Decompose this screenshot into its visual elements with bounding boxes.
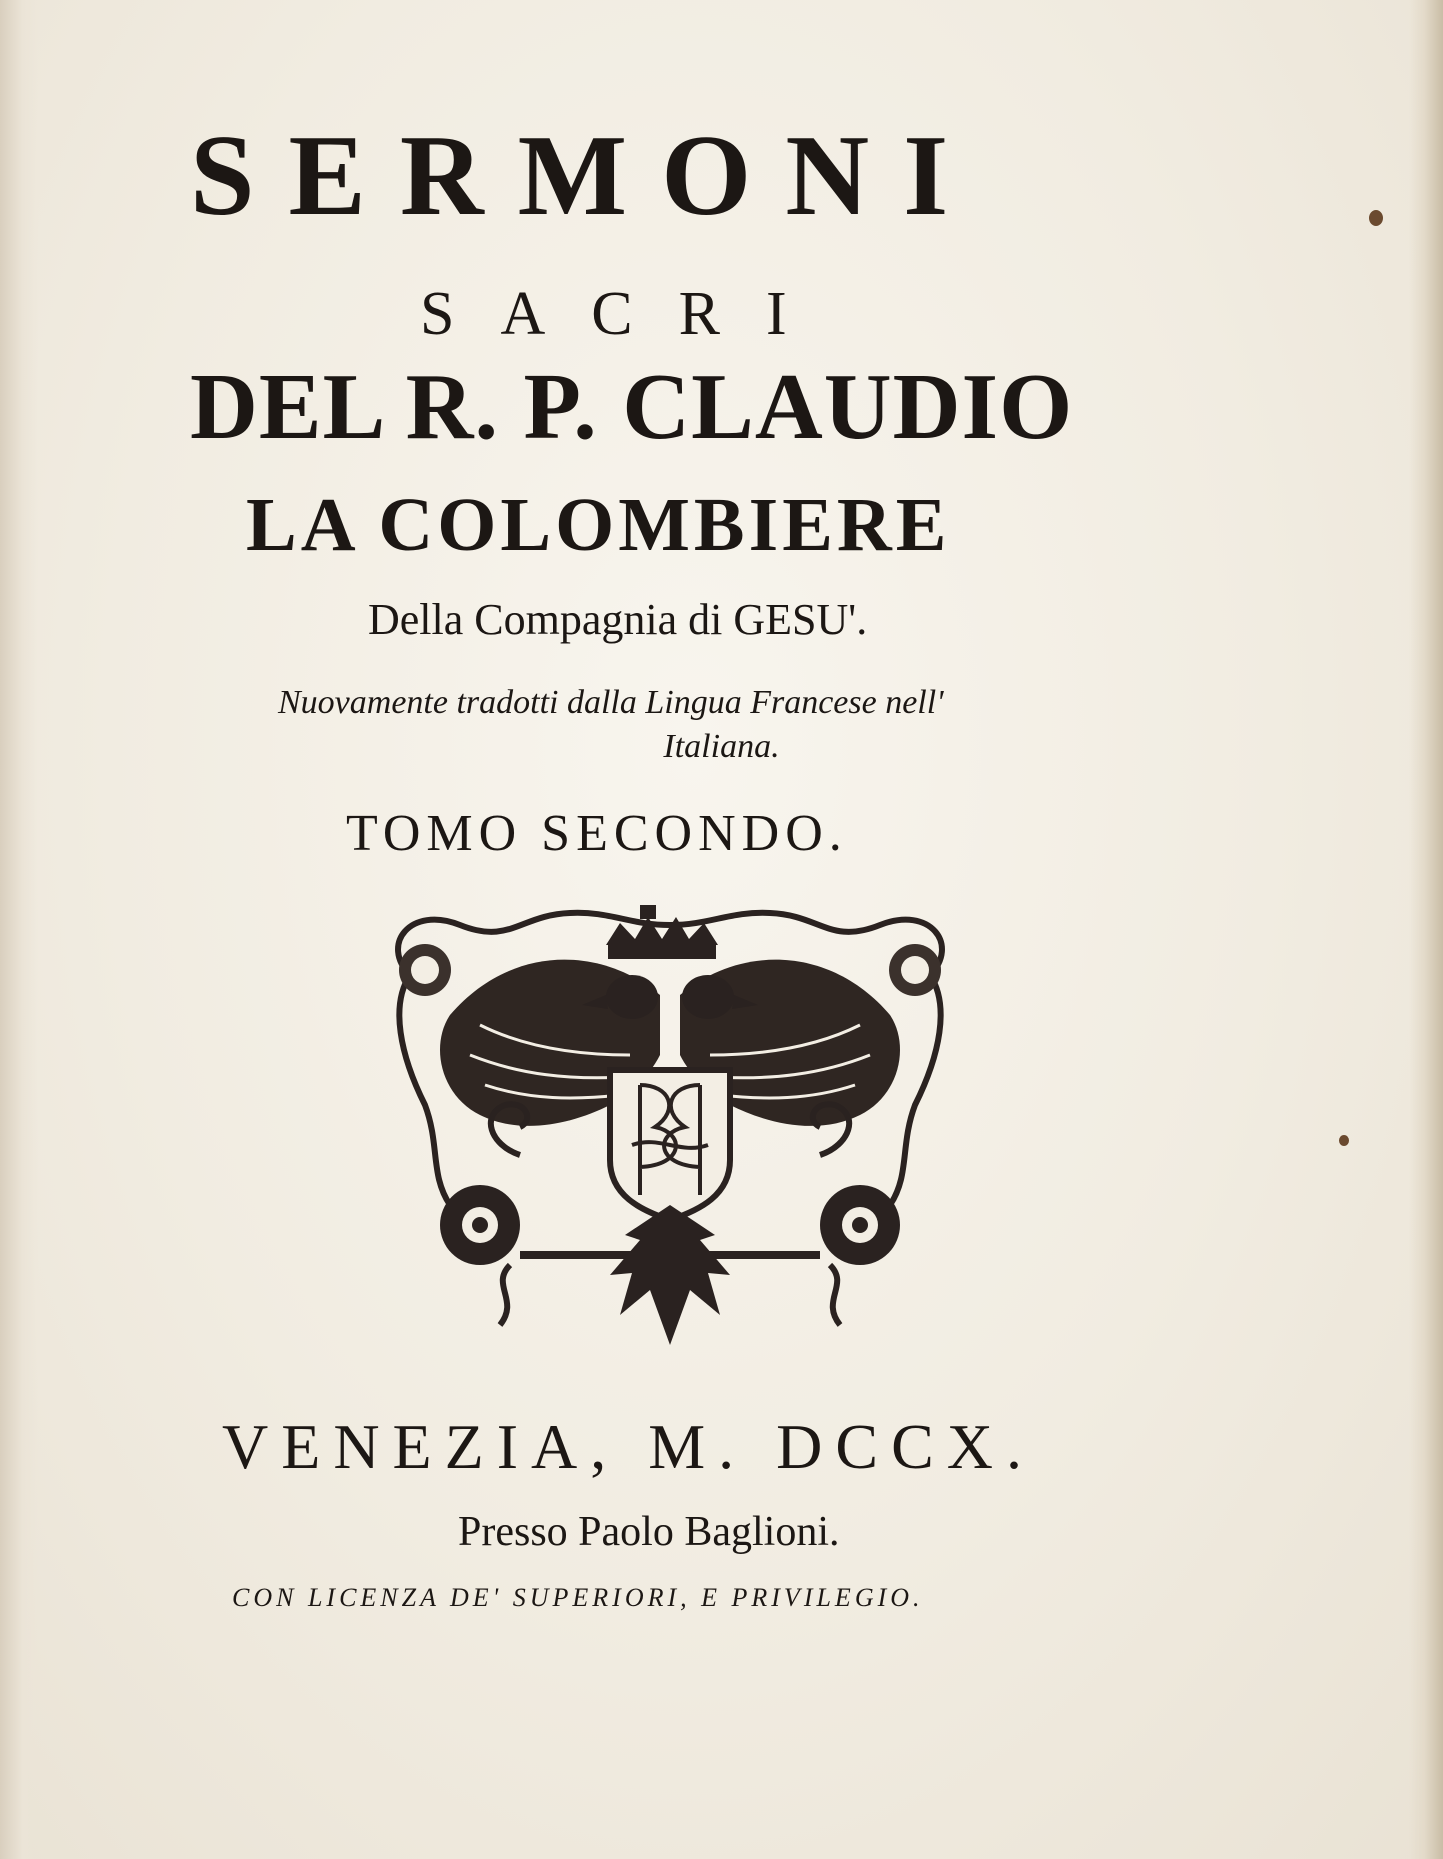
title-sermoni: SERMONI	[190, 112, 983, 240]
order-line: Della Compagnia di GESU'.	[368, 595, 868, 644]
imprint-place-date: VENEZIA, M. DCCX.	[222, 1411, 1035, 1482]
title-sacri: SACRI	[420, 280, 833, 348]
volume-line: TOMO SECONDO.	[346, 805, 848, 862]
imprint-printer: Presso Paolo Baglioni.	[458, 1509, 840, 1555]
author-line: DEL R. P. CLAUDIO	[190, 355, 1074, 459]
printer-device-eagle-icon	[370, 905, 970, 1355]
stain-mark	[1369, 210, 1383, 226]
author-surname: LA COLOMBIERE	[246, 483, 951, 567]
stain-mark	[1339, 1135, 1349, 1146]
page-edge	[1409, 0, 1443, 1859]
license-line: CON LICENZA DE' SUPERIORI, E PRIVILEGIO.	[232, 1583, 924, 1612]
translation-note-continued: Italiana.	[663, 728, 780, 765]
binding-shadow	[0, 0, 38, 1859]
translation-note: Nuovamente tradotti dalla Lingua Francese nell'	[278, 684, 944, 721]
